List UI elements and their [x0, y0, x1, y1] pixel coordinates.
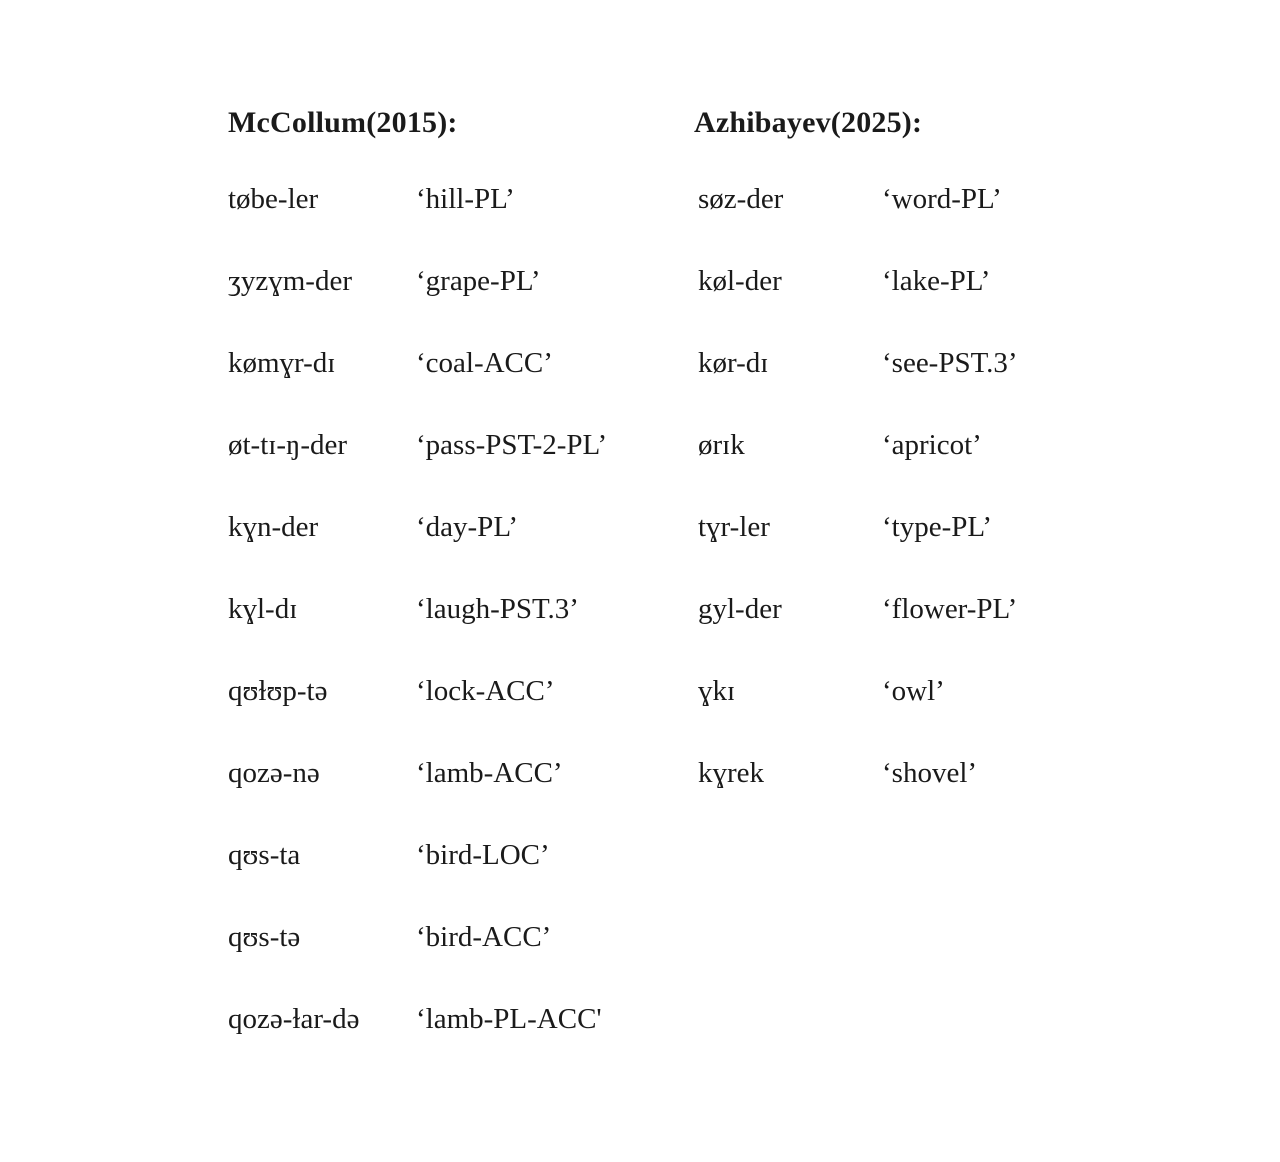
list-item [694, 756, 1124, 838]
example-form: qʊs-ta [228, 839, 301, 871]
example-gloss: ‘type-PL’ [882, 511, 993, 543]
example-gloss: ‘coal-ACC’ [416, 347, 553, 379]
example-form: ʒyzɣm-der [228, 265, 352, 297]
list-item [228, 428, 694, 510]
list-item [694, 510, 1124, 592]
list-item [228, 510, 694, 592]
example-gloss: ‘hill-PL’ [416, 183, 515, 215]
list-item [694, 264, 1124, 346]
example-form: søz-der [698, 183, 784, 215]
example-gloss: ‘bird-LOC’ [416, 839, 550, 871]
example-form: gyl-der [698, 593, 782, 625]
column-title-mccollum: McCollum(2015): [228, 106, 458, 139]
example-form: øt-tɪ-ŋ-der [228, 429, 348, 461]
example-gloss: ‘day-PL’ [416, 511, 519, 543]
example-form: kɣl-dɪ [228, 593, 298, 625]
example-gloss: ‘see-PST.3’ [882, 347, 1018, 379]
example-form: ørɪk [698, 429, 745, 461]
list-item [694, 346, 1124, 428]
example-gloss: ‘bird-ACC’ [416, 921, 552, 953]
example-gloss: ‘pass-PST-2-PL’ [416, 429, 608, 461]
example-gloss: ‘lamb-PL-ACC' [416, 1003, 602, 1035]
example-form: qozə-ɫar-də [228, 1003, 360, 1035]
example-form: qozə-nə [228, 757, 320, 789]
example-form: qʊɫʊp-tə [228, 675, 328, 707]
example-gloss: ‘lamb-ACC’ [416, 757, 563, 789]
list-item [228, 346, 694, 428]
example-gloss: ‘flower-PL’ [882, 593, 1018, 625]
column-mccollum [228, 106, 694, 1084]
example-gloss: ‘lock-ACC’ [416, 675, 555, 707]
example-form: køl-der [698, 265, 782, 297]
example-gloss: ‘apricot’ [882, 429, 982, 461]
example-form: tɣr-ler [698, 511, 770, 543]
example-gloss: ‘owl’ [882, 675, 945, 707]
example-form: ɣkɪ [698, 675, 736, 707]
example-gloss: ‘shovel’ [882, 757, 978, 789]
list-item [228, 674, 694, 756]
list-item [228, 920, 694, 1002]
example-form: kɣn-der [228, 511, 319, 543]
example-form: kɣrek [698, 757, 765, 789]
example-gloss: ‘grape-PL’ [416, 265, 541, 297]
example-gloss: ‘lake-PL’ [882, 265, 991, 297]
example-form: kømɣr-dɪ [228, 347, 336, 379]
column-azhibayev [694, 106, 1124, 838]
list-item [694, 182, 1124, 264]
list-item [694, 674, 1124, 756]
list-item [228, 1002, 694, 1084]
example-form: kør-dɪ [698, 347, 769, 379]
list-item [228, 756, 694, 838]
list-item [694, 592, 1124, 674]
example-form: tøbe-ler [228, 183, 319, 215]
example-gloss: ‘laugh-PST.3’ [416, 593, 579, 625]
list-item [228, 264, 694, 346]
example-gloss: ‘word-PL’ [882, 183, 1002, 215]
list-item [228, 592, 694, 674]
data-columns [228, 106, 1124, 1084]
list-item [228, 838, 694, 920]
list-item [694, 428, 1124, 510]
list-item [228, 182, 694, 264]
example-form: qʊs-tə [228, 921, 301, 953]
column-title-azhibayev: Azhibayev(2025): [694, 106, 923, 139]
